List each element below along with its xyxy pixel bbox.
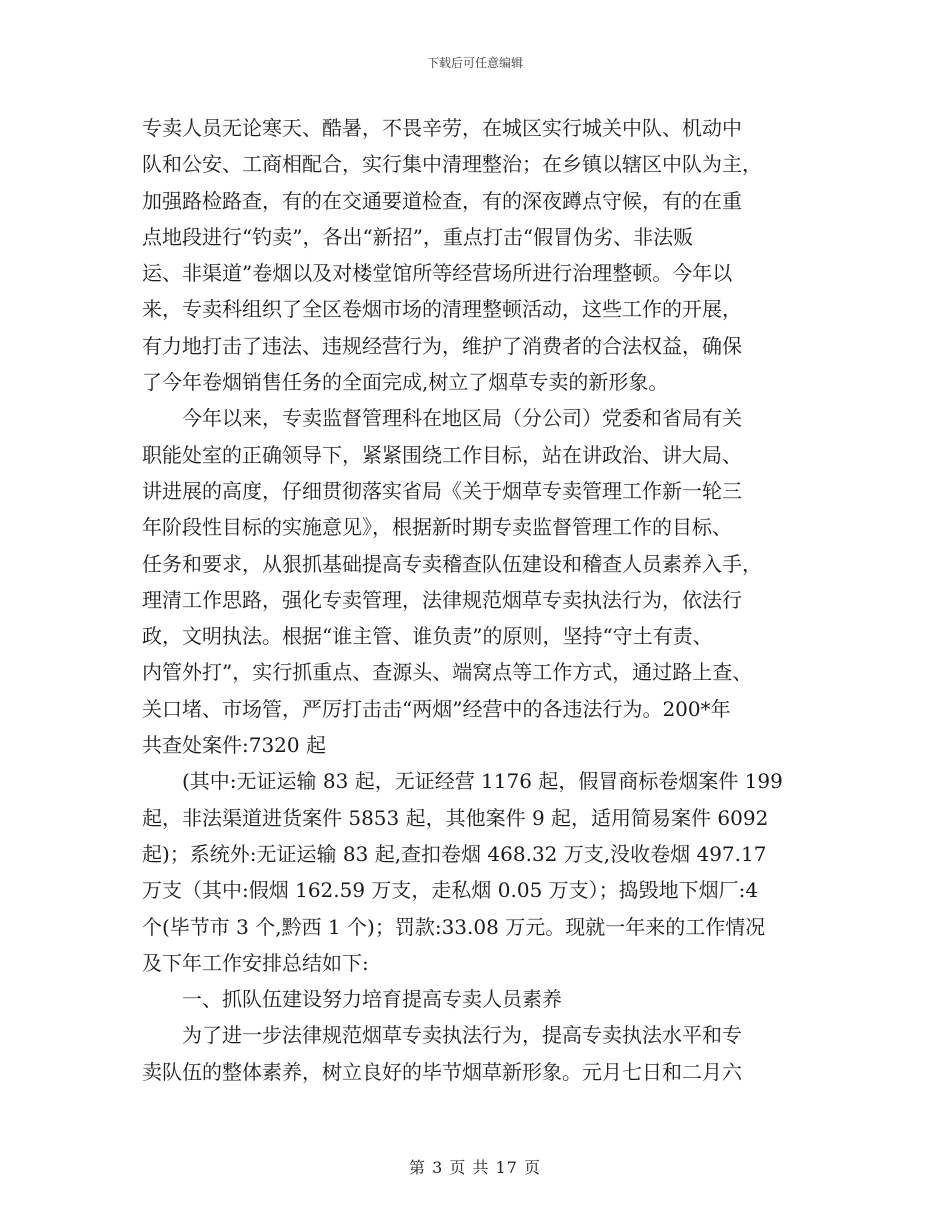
text-line: 为了进一步法律规范烟草专卖执法行为，提高专卖执法水平和专 bbox=[142, 1023, 742, 1048]
text-line: 政，文明执法。根据“谁主管、谁负责”的原则，坚持“守土有责、 bbox=[142, 624, 713, 649]
text-line: 有力地打击了违法、违规经营行为，维护了消费者的合法权益，确保 bbox=[142, 333, 742, 358]
text-line: 万支（其中:假烟 162.59 万支，走私烟 0.05 万支）；捣毁地下烟厂:4 bbox=[142, 878, 759, 903]
text-line: 起，非法渠道进货案件 5853 起，其他案件 9 起，适用简易案件 6092 bbox=[142, 805, 769, 830]
section-heading: 一、抓队伍建设努力培育提高专卖人员素养 bbox=[142, 987, 562, 1012]
text-line: (其中:无证运输 83 起，无证经营 1176 起，假冒商标卷烟案件 199 bbox=[142, 769, 783, 794]
text-line: 来，专卖科组织了全区卷烟市场的清理整顿活动，这些工作的开展， bbox=[142, 297, 742, 322]
text-line: 加强路检路查，有的在交通要道检查，有的深夜蹲点守候，有的在重 bbox=[142, 188, 742, 213]
text-line: 任务和要求，从狠抓基础提高专卖稽查队伍建设和稽查人员素养入手， bbox=[142, 551, 762, 576]
text-line: 关口堵、市场管，严厉打击击“两烟”经营中的各违法行为。200*年 bbox=[142, 696, 731, 721]
text-line: 了今年卷烟销售任务的全面完成,树立了烟草专卖的新形象。 bbox=[142, 370, 669, 395]
text-line: 年阶段性目标的实施意见》，根据新时期专卖监督管理工作的目标、 bbox=[142, 515, 732, 540]
document-body bbox=[142, 110, 810, 1090]
text-line: 点地段进行“钓卖”，各出“新招”，重点打击“假冒伪劣、非法贩 bbox=[142, 224, 694, 249]
text-line: 共查处案件:7320 起 bbox=[142, 733, 326, 758]
text-line: 卖队伍的整体素养，树立良好的毕节烟草新形象。元月七日和二月六 bbox=[142, 1059, 742, 1084]
text-line: 职能处室的正确领导下，紧紧围绕工作目标，站在讲政治、讲大局、 bbox=[142, 442, 742, 467]
text-line: 个(毕节市 3 个,黔西 1 个)；罚款:33.08 万元。现就一年来的工作情况 bbox=[142, 914, 766, 939]
header-note: 下载后可任意编辑 bbox=[426, 56, 523, 70]
text-line: 起)；系统外:无证运输 83 起,查扣卷烟 468.32 万支,没收卷烟 497.17 bbox=[142, 841, 767, 866]
text-line: 讲进展的高度，仔细贯彻落实省局《关于烟草专卖管理工作新一轮三 bbox=[142, 478, 742, 503]
text-line: 运、非渠道”卷烟以及对楼堂馆所等经营场所进行治理整顿。今年以 bbox=[142, 261, 733, 286]
page-number: 第 3 页 共 17 页 bbox=[409, 1158, 541, 1177]
text-line: 理清工作思路，强化专卖管理，法律规范烟草专卖执法行为，依法行 bbox=[142, 587, 742, 612]
text-line: 及下年工作安排总结如下: bbox=[142, 950, 369, 975]
text-line: 队和公安、工商相配合，实行集中清理整治；在乡镇以辖区中队为主， bbox=[142, 152, 762, 177]
text-line: 内管外打”，实行抓重点、查源头、端窝点等工作方式，通过路上查、 bbox=[142, 660, 753, 685]
text-line: 专卖人员无论寒天、酷暑，不畏辛劳，在城区实行城关中队、机动中 bbox=[142, 116, 742, 140]
text-line: 今年以来，专卖监督管理科在地区局（分公司）党委和省局有关 bbox=[142, 406, 742, 431]
